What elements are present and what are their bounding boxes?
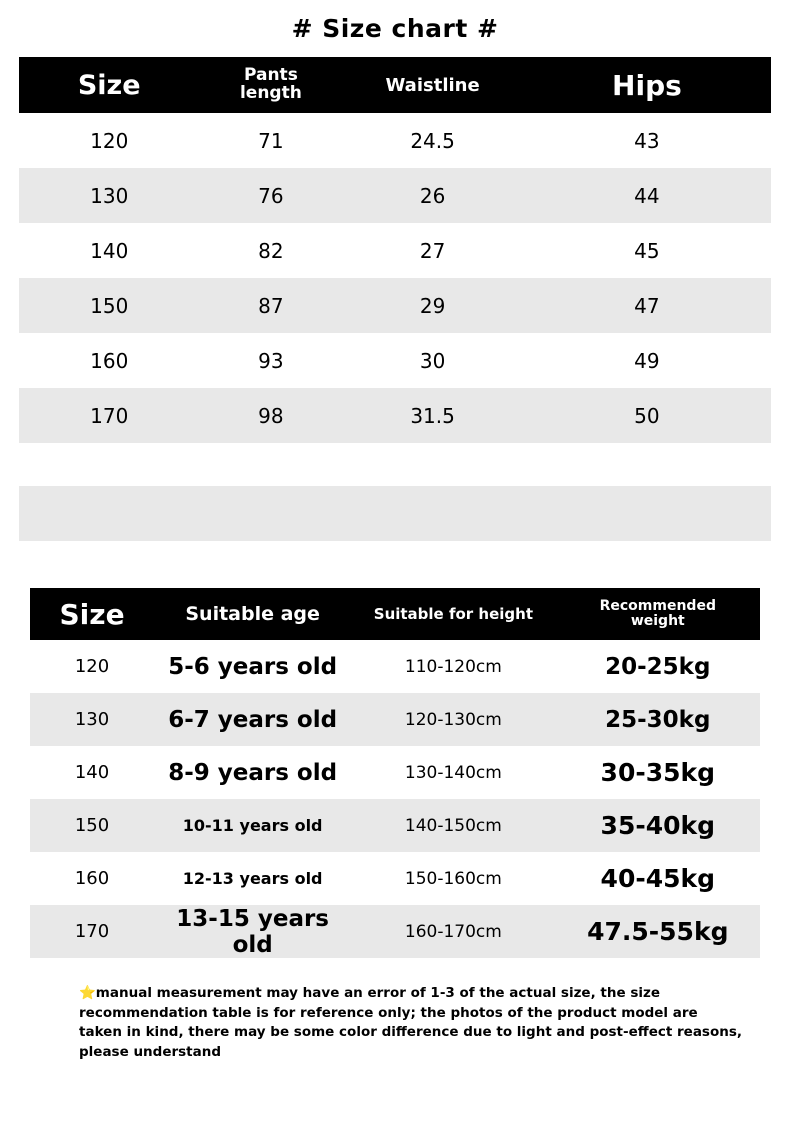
cell-recommended-weight: 47.5-55kg bbox=[556, 905, 760, 958]
column-header-waistline: Waistline bbox=[342, 57, 522, 113]
cell-waistline: 27 bbox=[342, 223, 522, 278]
table-row bbox=[30, 746, 760, 799]
size-table-body bbox=[19, 113, 771, 443]
table-row bbox=[30, 905, 760, 958]
cell-size: 150 bbox=[19, 278, 199, 333]
cell-suitable-age: 13-15 years old bbox=[154, 905, 351, 958]
cell-size: 160 bbox=[19, 333, 199, 388]
cell-hips: 50 bbox=[523, 388, 771, 443]
cell-size: 170 bbox=[19, 388, 199, 443]
table-row bbox=[19, 278, 771, 333]
disclaimer-note: ⭐manual measurement may have an error of 1-3 of the actual size, the size recommendation table is for reference only; the photos of the product model are taken in kind, there may be some color difference due to light and post-effect reasons, please understand bbox=[79, 985, 743, 1060]
column-header-hips: Hips bbox=[523, 57, 771, 113]
column-header-size: Size bbox=[30, 588, 154, 640]
cell-recommended-weight: 40-45kg bbox=[556, 852, 760, 905]
cell-hips: 43 bbox=[523, 113, 771, 168]
cell-pants-length: 87 bbox=[199, 278, 342, 333]
recommendation-table-header bbox=[30, 588, 760, 640]
table-row bbox=[30, 640, 760, 693]
cell-pants-length: 71 bbox=[199, 113, 342, 168]
cell-suitable-height: 130-140cm bbox=[351, 746, 555, 799]
column-header-suitable-height: Suitable for height bbox=[351, 588, 555, 640]
cell-size: 160 bbox=[30, 852, 154, 905]
cell-suitable-height: 110-120cm bbox=[351, 640, 555, 693]
cell-waistline: 26 bbox=[342, 168, 522, 223]
table-row bbox=[30, 799, 760, 852]
recommended-weight-line-2: weight bbox=[630, 613, 685, 629]
size-table-header bbox=[19, 57, 771, 113]
cell-hips: 47 bbox=[523, 278, 771, 333]
cell-suitable-height: 150-160cm bbox=[351, 852, 555, 905]
column-header-recommended-weight bbox=[556, 588, 760, 640]
column-header-size: Size bbox=[19, 57, 199, 113]
table-row bbox=[19, 388, 771, 443]
table-row bbox=[19, 223, 771, 278]
cell-size: 130 bbox=[30, 693, 154, 746]
cell-waistline: 30 bbox=[342, 333, 522, 388]
cell-waistline: 31.5 bbox=[342, 388, 522, 443]
cell-suitable-age: 12-13 years old bbox=[154, 852, 351, 905]
cell-pants-length: 93 bbox=[199, 333, 342, 388]
table-header-row bbox=[30, 588, 760, 640]
cell-suitable-height: 160-170cm bbox=[351, 905, 555, 958]
column-header-pants-length bbox=[199, 57, 342, 113]
table-row bbox=[19, 113, 771, 168]
cell-hips: 45 bbox=[523, 223, 771, 278]
table-row bbox=[19, 333, 771, 388]
cell-recommended-weight: 35-40kg bbox=[556, 799, 760, 852]
size-recommendation-table bbox=[30, 588, 760, 958]
cell-suitable-age: 10-11 years old bbox=[154, 799, 351, 852]
cell-hips: 49 bbox=[523, 333, 771, 388]
cell-size: 140 bbox=[30, 746, 154, 799]
cell-size: 170 bbox=[30, 905, 154, 958]
table-header-row bbox=[19, 57, 771, 113]
page-title: # Size chart # bbox=[291, 14, 499, 43]
recommendation-table-wrapper bbox=[0, 588, 790, 958]
cell-suitable-height: 140-150cm bbox=[351, 799, 555, 852]
table-row bbox=[30, 852, 760, 905]
cell-size: 140 bbox=[19, 223, 199, 278]
cell-waistline: 29 bbox=[342, 278, 522, 333]
cell-recommended-weight: 20-25kg bbox=[556, 640, 760, 693]
cell-waistline: 24.5 bbox=[342, 113, 522, 168]
cell-pants-length: 98 bbox=[199, 388, 342, 443]
cell-suitable-height: 120-130cm bbox=[351, 693, 555, 746]
cell-suitable-age: 5-6 years old bbox=[154, 640, 351, 693]
table-row bbox=[19, 168, 771, 223]
pants-length-line-2: length bbox=[239, 83, 302, 103]
table-row bbox=[30, 693, 760, 746]
column-header-suitable-age: Suitable age bbox=[154, 588, 351, 640]
decorative-band bbox=[19, 486, 771, 541]
cell-size: 120 bbox=[30, 640, 154, 693]
cell-size: 120 bbox=[19, 113, 199, 168]
cell-recommended-weight: 25-30kg bbox=[556, 693, 760, 746]
recommendation-table-body bbox=[30, 640, 760, 958]
pants-length-line-1: Pants bbox=[243, 65, 298, 86]
cell-suitable-age: 6-7 years old bbox=[154, 693, 351, 746]
cell-size: 130 bbox=[19, 168, 199, 223]
cell-suitable-age: 8-9 years old bbox=[154, 746, 351, 799]
cell-pants-length: 76 bbox=[199, 168, 342, 223]
cell-recommended-weight: 30-35kg bbox=[556, 746, 760, 799]
cell-hips: 44 bbox=[523, 168, 771, 223]
cell-size: 150 bbox=[30, 799, 154, 852]
cell-pants-length: 82 bbox=[199, 223, 342, 278]
recommended-weight-line-1: Recommended bbox=[599, 597, 716, 614]
size-measurements-table bbox=[19, 57, 771, 443]
